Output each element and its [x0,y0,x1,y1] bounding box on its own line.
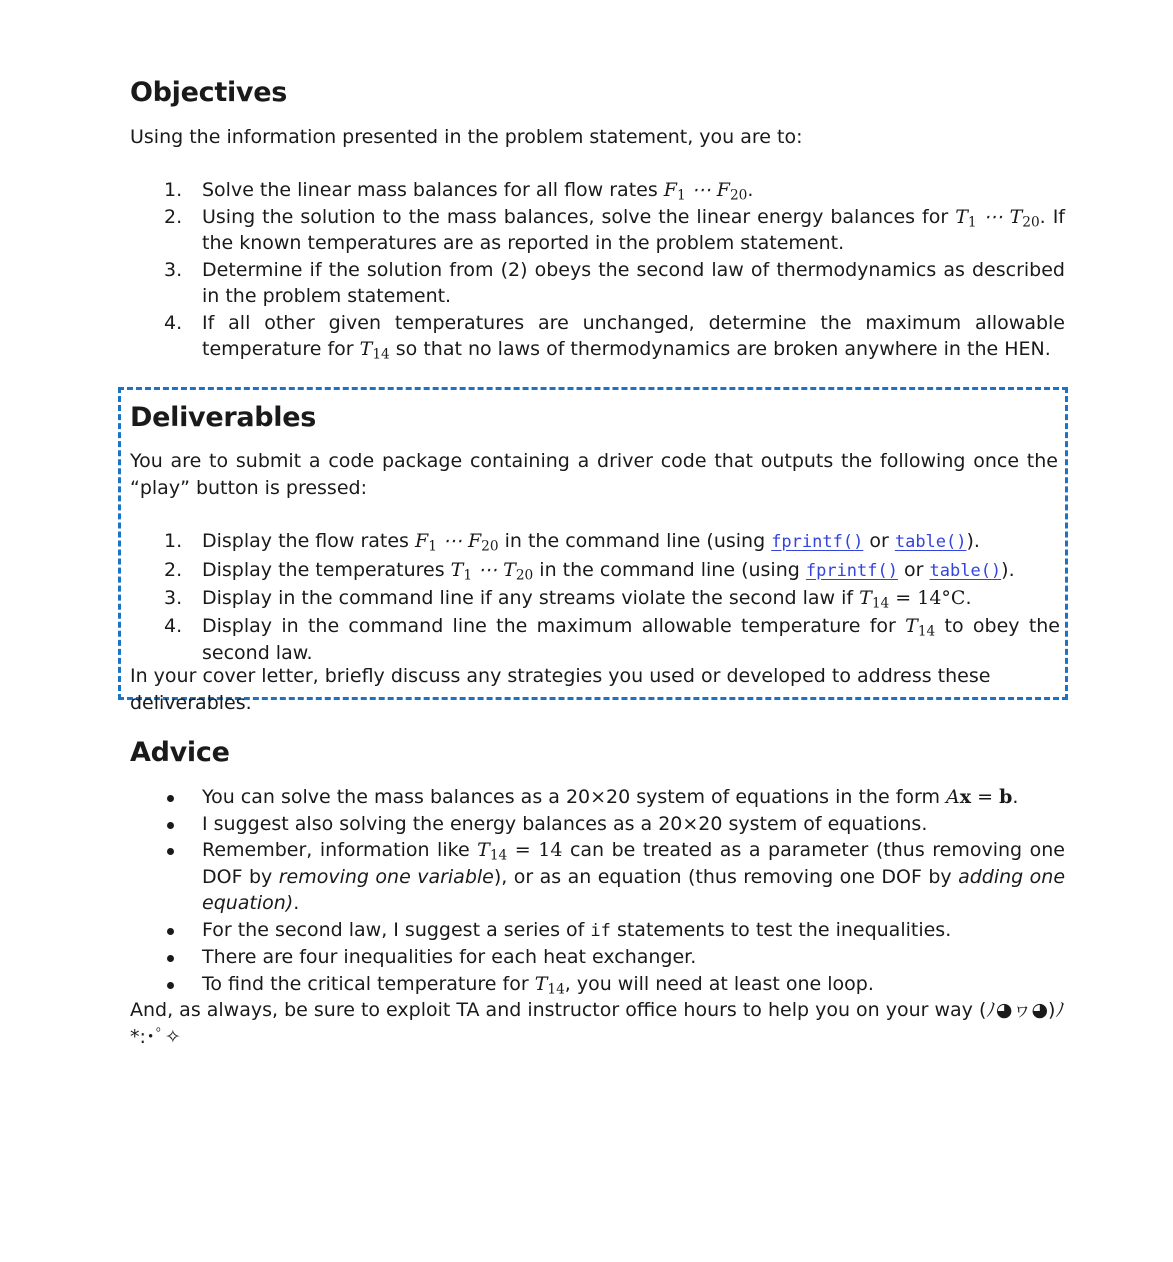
bullet-icon [167,955,174,962]
if-code: if [590,920,611,941]
advice-list [130,784,1065,997]
deliverables-closing: In your cover letter, briefly discuss any strategies you used or developed to address these deliverables. [130,665,991,714]
list-item: Remember, information like $T_{14} = 14$ can be treated as a parameter (thus removing one DOF by removing one variable), or as an equation (thus removing one DOF by adding one equation). [130,837,1065,917]
objectives-intro: Using the information presented in the problem statement, you are to: [130,126,803,148]
objectives-heading: Objectives [130,77,287,108]
table-link[interactable]: table() [929,560,1002,581]
list-item: 2. Using the solution to the mass balances, solve the linear energy balances for $T_1$ ⋯ $T_{20}$. If the known temperatures are as reported in the problem statement. [164,205,1065,254]
bullet-icon [167,848,174,855]
fprintf-link[interactable]: fprintf() [771,532,864,552]
list-item: You can solve the mass balances as a 20×20 system of equations in the form Ax = b. [130,784,1065,811]
list-item: 4. Display in the command line the maximum allowable temperature for $T_{14}$ to obey the second law. [164,614,1060,664]
list-item: 2. Display the temperatures $T_1$ ⋯ $T_{20}$ in the command line (using fprintf() or table()). [164,558,1015,583]
bullet-icon [167,982,174,989]
table-link[interactable]: table() [894,532,967,552]
list-item: There are four inequalities for each heat exchanger. [130,944,1065,971]
list-item: To find the critical temperature for $T_{14}$, you will need at least one loop. [130,971,1065,998]
list-item: 1. Display the flow rates $F_1$ ⋯ $F_{20}$ in the command line (using fprintf() or table()). [164,530,980,555]
list-item: 4. If all other given temperatures are unchanged, determine the maximum allowable temperature for $T_{14}$ so that no laws of thermodynamics are broken anywhere in the HEN. [164,311,1065,363]
list-item: 3. Display in the command line if any streams violate the second law if $T_{14} = 14^\circ C$. [164,587,972,612]
list-item: 3. Determine if the solution from (2) obeys the second law of thermodynamics as described in the problem statement. [164,258,1065,307]
bullet-icon [167,822,174,829]
advice-heading: Advice [130,737,230,768]
deliverables-list [130,528,1060,668]
list-item: I suggest also solving the energy balances as a 20×20 system of equations. [130,811,1065,838]
objectives-list [130,177,1065,363]
list-item: For the second law, I suggest a series of if statements to test the inequalities. [130,917,1065,945]
list-item: 1. Solve the linear mass balances for all flow rates $F_1$ ⋯ $F_{20}$. [164,179,754,204]
fprintf-link[interactable]: fprintf() [805,560,898,581]
bullet-icon [167,928,174,935]
advice-closing: And, as always, be sure to exploit TA and instructor office hours to help you on your way (ﾉ◕ヮ◕)ﾉ*:･ﾟ✧ [130,999,1065,1048]
deliverables-intro: You are to submit a code package containing a driver code that outputs the following once the “play” button is pressed: [130,450,1058,499]
bullet-icon [167,795,174,802]
deliverables-heading: Deliverables [130,402,317,433]
